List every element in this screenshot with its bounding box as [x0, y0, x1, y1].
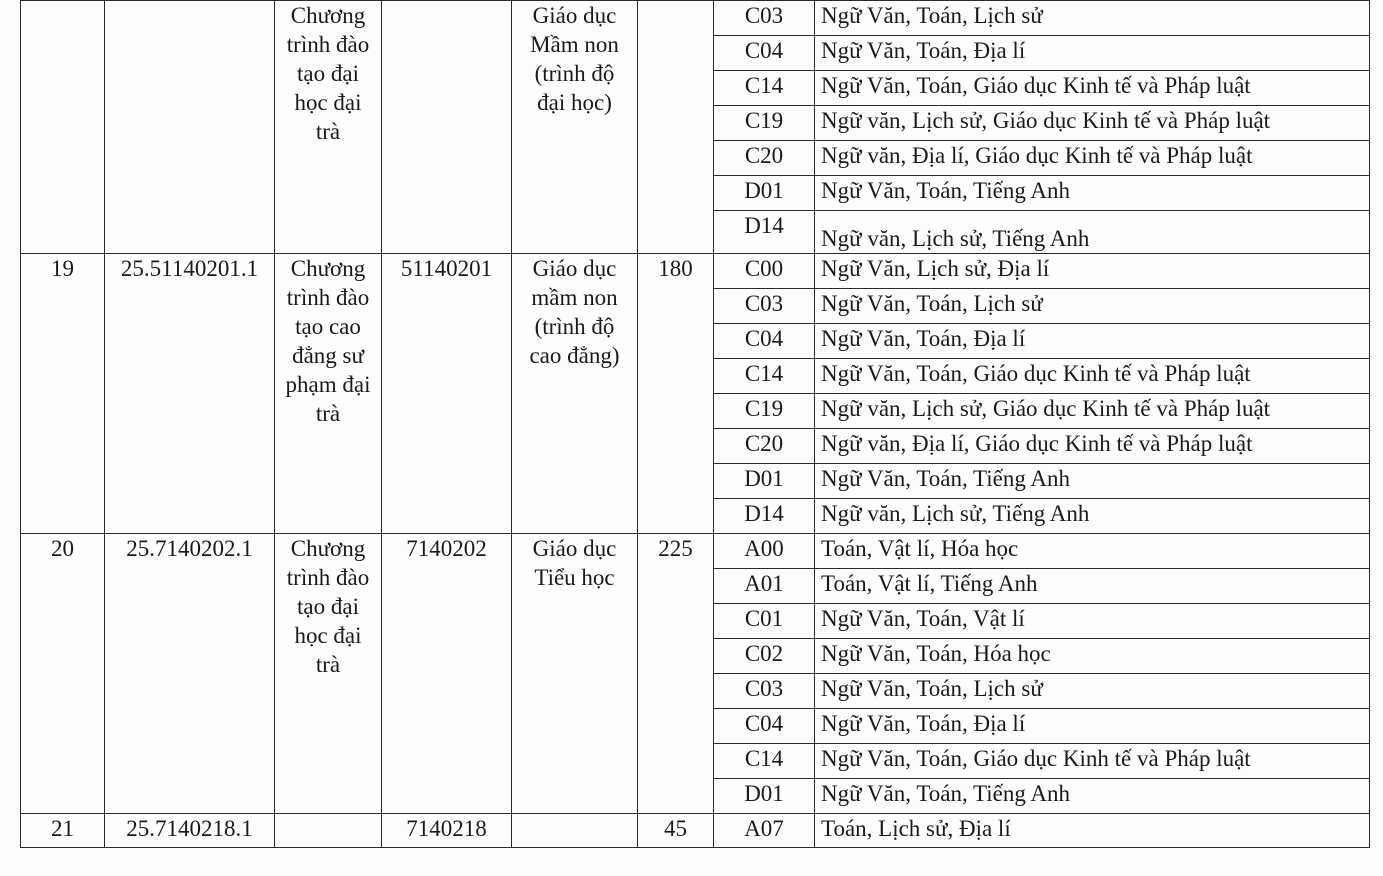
major-code-cell: 7140218 — [382, 814, 512, 848]
combo-code-cell: C20 — [714, 141, 815, 176]
admission-code-cell: 25.7140202.1 — [105, 534, 275, 814]
combo-code-cell: D14 — [714, 211, 815, 254]
combo-code-cell: D01 — [714, 779, 815, 814]
major-name-cell: Giáo dục Mầm non (trình độ đại học) — [512, 1, 638, 254]
quota-cell: 225 — [638, 534, 714, 814]
quota-cell: 45 — [638, 814, 714, 848]
combo-subjects-cell: Ngữ Văn, Toán, Tiếng Anh — [815, 176, 1370, 211]
combo-code-cell: D14 — [714, 499, 815, 534]
major-code-cell: 51140201 — [382, 254, 512, 534]
admission-table — [20, 0, 1370, 848]
combo-subjects-cell: Ngữ Văn, Toán, Lịch sử — [815, 289, 1370, 324]
combo-code-cell: C20 — [714, 429, 815, 464]
combo-code-cell: C19 — [714, 394, 815, 429]
combo-code-cell: A00 — [714, 534, 815, 569]
combo-code-cell: C14 — [714, 71, 815, 106]
major-name-cell — [512, 814, 638, 848]
combo-subjects-cell: Ngữ Văn, Toán, Lịch sử — [815, 674, 1370, 709]
combo-subjects-cell: Ngữ Văn, Toán, Địa lí — [815, 324, 1370, 359]
combo-code-cell: C01 — [714, 604, 815, 639]
combo-code-cell: C00 — [714, 254, 815, 289]
combo-subjects-cell: Toán, Vật lí, Tiếng Anh — [815, 569, 1370, 604]
table-body — [21, 1, 1370, 848]
combo-code-cell: C03 — [714, 674, 815, 709]
combo-subjects-cell: Ngữ văn, Địa lí, Giáo dục Kinh tế và Pháp luật — [815, 141, 1370, 176]
program-cell — [275, 814, 382, 848]
combo-subjects-cell: Ngữ Văn, Toán, Giáo dục Kinh tế và Pháp luật — [815, 71, 1370, 106]
combo-subjects-cell: Ngữ Văn, Lịch sử, Địa lí — [815, 254, 1370, 289]
stt-cell: 19 — [21, 254, 105, 534]
combo-code-cell: C03 — [714, 1, 815, 36]
combo-code-cell: A07 — [714, 814, 815, 848]
admission-code-cell — [105, 1, 275, 254]
combo-subjects-cell: Ngữ Văn, Toán, Giáo dục Kinh tế và Pháp luật — [815, 359, 1370, 394]
table-row — [21, 534, 1370, 569]
major-name-cell: Giáo dục mầm non (trình độ cao đẳng) — [512, 254, 638, 534]
combo-subjects-cell: Ngữ Văn, Toán, Hóa học — [815, 639, 1370, 674]
quota-cell: 180 — [638, 254, 714, 534]
combo-subjects-cell: Ngữ Văn, Toán, Địa lí — [815, 36, 1370, 71]
combo-subjects-cell: Ngữ Văn, Toán, Địa lí — [815, 709, 1370, 744]
stt-cell: 20 — [21, 534, 105, 814]
combo-subjects-cell: Toán, Lịch sử, Địa lí — [815, 814, 1370, 848]
combo-code-cell: D01 — [714, 464, 815, 499]
combo-code-cell: C02 — [714, 639, 815, 674]
major-code-cell: 7140202 — [382, 534, 512, 814]
combo-subjects-cell: Ngữ văn, Lịch sử, Tiếng Anh — [815, 211, 1370, 254]
combo-subjects-cell: Ngữ văn, Địa lí, Giáo dục Kinh tế và Pháp luật — [815, 429, 1370, 464]
combo-subjects-cell: Toán, Vật lí, Hóa học — [815, 534, 1370, 569]
combo-code-cell: D01 — [714, 176, 815, 211]
table-row — [21, 814, 1370, 848]
program-cell: Chương trình đào tạo cao đẳng sư phạm đại trà — [275, 254, 382, 534]
combo-subjects-cell: Ngữ văn, Lịch sử, Tiếng Anh — [815, 499, 1370, 534]
combo-subjects-cell: Ngữ văn, Lịch sử, Giáo dục Kinh tế và Pháp luật — [815, 106, 1370, 141]
combo-code-cell: A01 — [714, 569, 815, 604]
combo-code-cell: C04 — [714, 709, 815, 744]
admission-code-cell: 25.51140201.1 — [105, 254, 275, 534]
combo-subjects-cell: Ngữ văn, Lịch sử, Giáo dục Kinh tế và Pháp luật — [815, 394, 1370, 429]
combo-subjects-cell: Ngữ Văn, Toán, Vật lí — [815, 604, 1370, 639]
quota-cell — [638, 1, 714, 254]
major-code-cell — [382, 1, 512, 254]
combo-subjects-cell: Ngữ Văn, Toán, Tiếng Anh — [815, 779, 1370, 814]
combo-code-cell: C04 — [714, 36, 815, 71]
major-name-cell: Giáo dục Tiểu học — [512, 534, 638, 814]
combo-code-cell: C19 — [714, 106, 815, 141]
stt-cell — [21, 1, 105, 254]
program-cell: Chương trình đào tạo đại học đại trà — [275, 534, 382, 814]
table-row — [21, 254, 1370, 289]
combo-subjects-cell: Ngữ Văn, Toán, Tiếng Anh — [815, 464, 1370, 499]
combo-code-cell: C14 — [714, 359, 815, 394]
combo-code-cell: C04 — [714, 324, 815, 359]
admission-code-cell: 25.7140218.1 — [105, 814, 275, 848]
program-cell: Chương trình đào tạo đại học đại trà — [275, 1, 382, 254]
combo-subjects-cell: Ngữ Văn, Toán, Lịch sử — [815, 1, 1370, 36]
combo-code-cell: C03 — [714, 289, 815, 324]
combo-subjects-cell: Ngữ Văn, Toán, Giáo dục Kinh tế và Pháp luật — [815, 744, 1370, 779]
combo-code-cell: C14 — [714, 744, 815, 779]
table-row — [21, 1, 1370, 36]
stt-cell: 21 — [21, 814, 105, 848]
